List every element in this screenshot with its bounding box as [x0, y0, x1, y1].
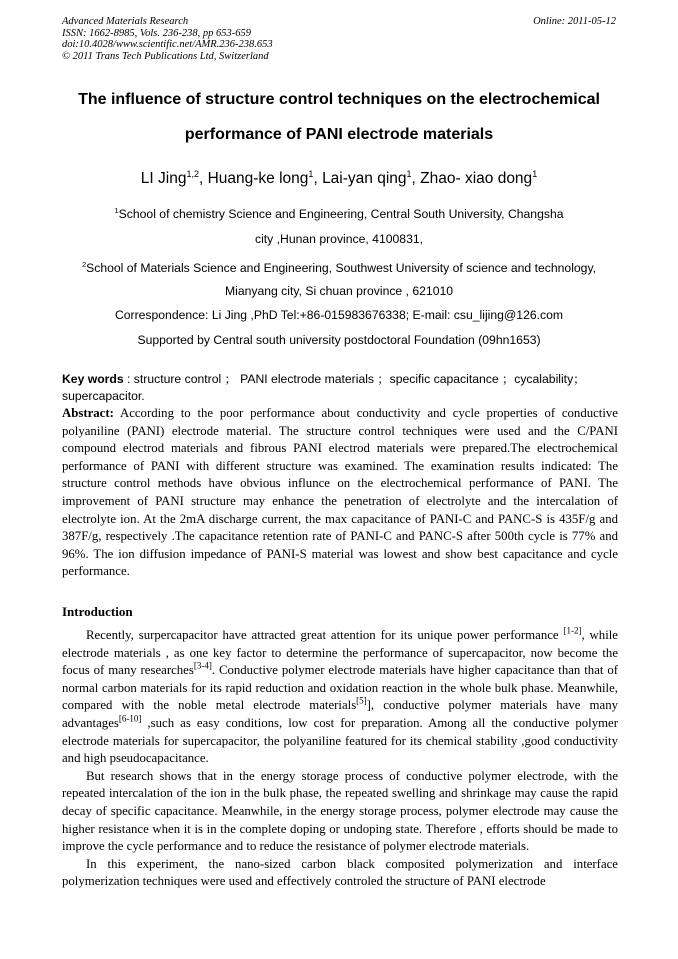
author-separator: , [411, 170, 421, 187]
abstract [62, 405, 618, 581]
issn-line: ISSN: 1662-8985, Vols. 236-238, pp 653-659 [62, 27, 251, 39]
affiliation-1-sup: 1 [114, 205, 119, 215]
correspondence-line: Correspondence: Li Jing ,PhD Tel:+86-015983676338; E-mail: csu_lijing@126.com [114, 308, 564, 322]
online-date: Online: 2011-05-12 [533, 16, 616, 27]
author-name: Huang-ke long [207, 170, 309, 187]
affiliation-1-line-2: city ,Hunan province, 4100831, [254, 232, 424, 246]
paper-title-line-1: The influence of structure control techniques on the electrochemical [78, 91, 600, 108]
affiliation-2-sup: 2 [81, 259, 87, 269]
author-list [40, 170, 638, 188]
paper-title-line-2: performance of PANI electrode materials [184, 126, 494, 143]
paragraph-text: Recently, surpercapacitor have attracted great attention for its unique power performance [86, 628, 564, 642]
affiliation-2-text: School of Materials Science and Engineering, Southwest University of science and technology, [86, 261, 597, 275]
affiliation-2-line-2: Mianyang city, Si chuan province , 621010 [224, 284, 454, 298]
author-separator: , [198, 170, 208, 187]
affiliation-1-text: School of chemistry Science and Engineering, Central South University, Changsha [118, 207, 564, 221]
abstract-label: Abstract: [62, 406, 114, 420]
keywords [62, 371, 618, 405]
introduction-paragraph-1 [62, 627, 618, 768]
author-separator: , [313, 170, 323, 187]
author-affiliation-sup: 1 [532, 168, 538, 179]
citation-ref: [5] [356, 696, 367, 707]
introduction-paragraph-3: In this experiment, the nano-sized carbon black composited polymerization and interface polymerization techniques were used and effectively controled the structure of PANI electrode [62, 856, 618, 889]
author-name: LI Jing [140, 170, 187, 187]
paragraph-text: ], conductive polymer materials have many advantages [62, 698, 618, 730]
author-affiliation-sup: 1,2 [186, 168, 199, 179]
copyright-line: © 2011 Trans Tech Publications Ltd, Switzerland [62, 50, 269, 62]
keywords-text: : structure control ； PANI electrode materials ；specific capacitance ；cycalability；supercapacitor. [62, 372, 586, 403]
journal-header [62, 16, 616, 62]
introduction-heading: Introduction [62, 604, 133, 619]
paragraph-text: , while electrode materials , as one key factor to determine the performance of supercapacitor, now become the focus of many researches [62, 628, 618, 678]
author-name: Lai-yan qing [322, 170, 407, 187]
author-affiliation-sup: 1 [308, 168, 314, 179]
doi-line: doi:10.4028/www.scientific.net/AMR.236-238.653 [62, 39, 273, 50]
paragraph-text: ,such as easy conditions, low cost for preparation. Among all the conductive polymer electrode materials for supercapacitor, the polyaniline featured for its chemical stability ,good conductivity and high pseudocapacitance. [62, 715, 618, 766]
citation-ref: [6-10] [118, 713, 142, 724]
author-affiliation-sup: 1 [406, 168, 412, 179]
funding-line: Supported by Central south university postdoctoral Foundation (09hn1653) [137, 333, 541, 347]
affiliation-2-line-1 [40, 261, 638, 275]
journal-name: Advanced Materials Research [62, 16, 189, 27]
citation-ref: [3-4] [193, 660, 212, 671]
introduction-paragraph-2: But research shows that in the energy storage process of conductive polymer electrode, with the repeated intercalation of the ion in the bulk phase, the repeated swelling and shrinkage may cause the rapid decay of specific capacitance. Meanwhile, in the energy storage process, polymer electrode may cause the higher resistance when it is in the complete doping or undoping state. Therefore , efforts should be made to improve the cycle performance and to reduce the resistance of polymer electrode materials. [62, 768, 618, 854]
paragraph-text: . Conductive polymer electrode materials have higher capacitance than that of normal carbon materials for its rapid reduction and oxidation reaction in the whole bulk phase. Meanwhile, compared with the noble metal electrode materials [62, 663, 619, 713]
citation-ref: [1-2] [563, 625, 582, 636]
author-name: Zhao- xiao dong [420, 170, 533, 187]
abstract-text: According to the poor performance about conductivity and cycle properties of conductive polyaniline (PANI) electrode material. The structure control techniques were used and the C/PANI compound electrod materials and fibrous PANI electrod materials were prepared.The electrochemical performance of PANI with different structure was examined. The examination results indicated: The structure control methods have obvious influnce on the electrochemical performance of PANI. The improvement of PANI structure may enhance the penetration of electrolyte and the intercalation of electrolyte ion. At the 2mA discharge current, the max capacitance of PANI-C and PANC-S is 435F/g and 387F/g, respectively .The capacitance retention rate of PANI-C and PANC-S after 500th cycle is 77% and 96%. The ion diffusion impedance of PANI-S material was lowest and show best capacitance and cycle performance. [62, 406, 618, 579]
introduction-body [62, 627, 618, 891]
keywords-label: Key words [62, 372, 124, 386]
affiliation-1-line-1 [40, 207, 638, 221]
